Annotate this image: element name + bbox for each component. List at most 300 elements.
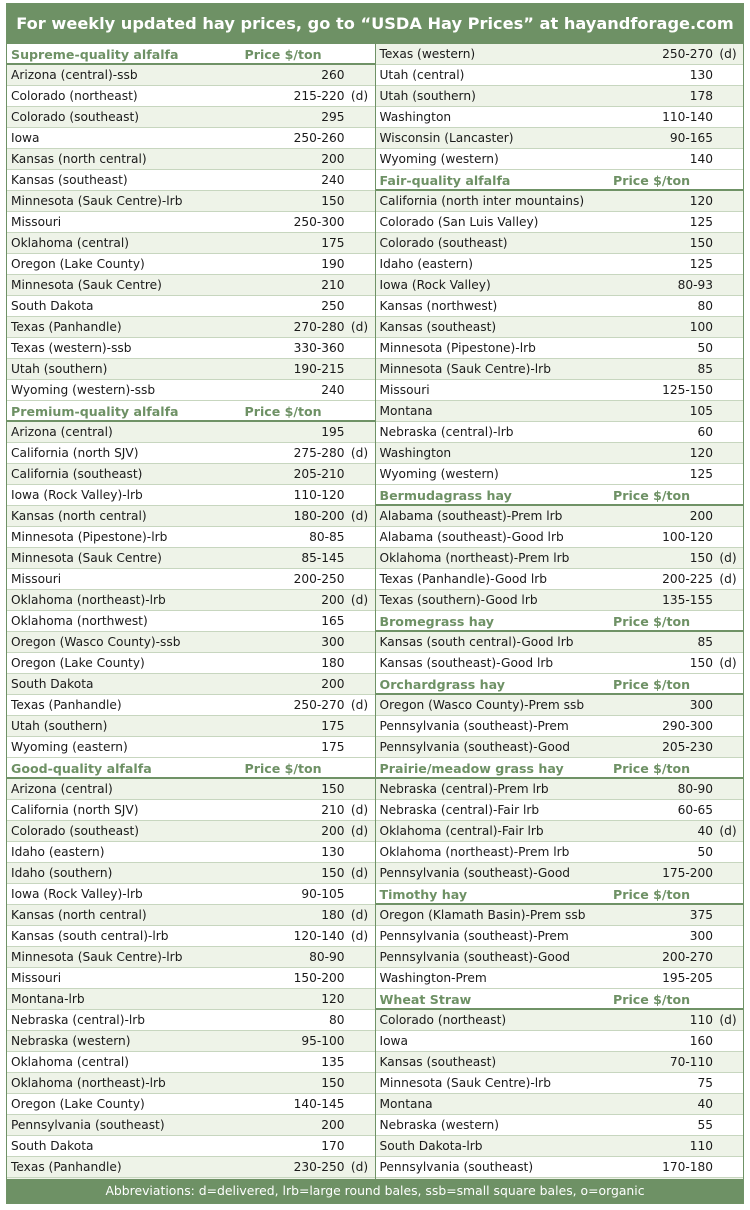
table-row [7, 464, 375, 485]
price-cell: 165 [321, 614, 345, 628]
price-cell: 70-110 [669, 1055, 713, 1069]
section-header-good-quality-alfalfa [7, 758, 375, 779]
location-cell: Minnesota (Pipestone)-lrb [379, 341, 536, 355]
table-row [376, 191, 744, 212]
location-cell: South Dakota-lrb [379, 1139, 483, 1153]
location-cell: Iowa [379, 1034, 408, 1048]
delivered-flag-cell [713, 401, 743, 421]
price-cell: 205-230 [662, 740, 713, 754]
abbreviations-footer: Abbreviations: d=delivered, lrb=large round bales, ssb=small square bales, o=organic [7, 1179, 743, 1203]
delivered-flag-cell: (d) [719, 824, 737, 838]
right-column [376, 44, 744, 1179]
table-row [376, 716, 744, 737]
table-row [7, 800, 375, 821]
delivered-flag-cell: (d) [350, 803, 369, 817]
delivered-flag-cell [345, 359, 375, 379]
table-row [376, 128, 744, 149]
delivered-flag-cell [345, 632, 375, 652]
price-cell: 135-155 [662, 593, 713, 607]
location-cell: Oklahoma (northeast)-lrb [11, 1076, 166, 1090]
table-row [376, 842, 744, 863]
price-cell: 140 [689, 152, 713, 166]
price-cell: 150 [321, 1076, 345, 1090]
location-cell: Minnesota (Pipestone)-lrb [11, 530, 168, 544]
price-cell: 80 [697, 299, 713, 313]
delivered-flag-cell [713, 128, 743, 148]
table-row [376, 1157, 744, 1178]
delivered-flag-cell [345, 842, 375, 862]
hay-price-table [6, 3, 744, 1204]
table-row [7, 149, 375, 170]
delivered-flag-cell [345, 254, 375, 274]
location-cell: Oklahoma (northeast)-Prem lrb [379, 845, 570, 859]
location-cell: Oklahoma (northwest) [11, 614, 148, 628]
price-cell: 240 [321, 383, 345, 397]
table-row [376, 422, 744, 443]
location-cell: Oklahoma (central)-Fair lrb [379, 824, 544, 838]
delivered-flag-cell [713, 716, 743, 736]
location-cell: Kansas (northwest) [379, 299, 498, 313]
delivered-flag-cell [345, 1115, 375, 1135]
delivered-flag-cell [713, 212, 743, 232]
delivered-flag-cell [345, 128, 375, 148]
table-row [7, 317, 375, 338]
delivered-flag-cell [713, 1094, 743, 1114]
delivered-flag-cell [345, 968, 375, 988]
section-header-wheat-straw [376, 989, 744, 1010]
delivered-flag-cell [713, 1052, 743, 1072]
location-cell: Nebraska (central)-Prem lrb [379, 782, 549, 796]
location-cell: Kansas (southeast) [11, 173, 128, 187]
price-cell: 125 [689, 215, 713, 229]
price-cell: 295 [321, 110, 345, 124]
price-cell: 250-270 [293, 698, 345, 712]
table-row [7, 1073, 375, 1094]
table-row [7, 86, 375, 107]
table-row [376, 1136, 744, 1157]
location-cell: South Dakota [11, 677, 94, 691]
table-row [7, 485, 375, 506]
location-cell: California (southeast) [11, 467, 143, 481]
section-header-supreme-quality-alfalfa [7, 44, 375, 65]
delivered-flag-cell [713, 338, 743, 358]
price-cell: 150 [321, 194, 345, 208]
delivered-flag-cell: (d) [350, 866, 369, 880]
price-column-header: Price $/ton [613, 173, 691, 188]
location-cell: Kansas (south central)-Good lrb [379, 635, 574, 649]
table-row [7, 989, 375, 1010]
location-cell: Wyoming (western)-ssb [11, 383, 156, 397]
delivered-flag-cell [345, 191, 375, 211]
price-cell: 200 [321, 824, 345, 838]
price-cell: 125-150 [662, 383, 713, 397]
table-row [376, 401, 744, 422]
price-cell: 125 [689, 257, 713, 271]
location-cell: Texas (Panhandle)-Good lrb [379, 572, 548, 586]
location-cell: Iowa (Rock Valley) [379, 278, 491, 292]
delivered-flag-cell [345, 1052, 375, 1072]
location-cell: Oregon (Lake County) [11, 656, 145, 670]
table-row [376, 653, 744, 674]
table-row [7, 107, 375, 128]
price-cell: 110 [689, 1013, 713, 1027]
delivered-flag-cell [345, 65, 375, 85]
location-cell: Minnesota (Sauk Centre) [11, 551, 162, 565]
price-cell: 50 [697, 845, 713, 859]
location-cell: Missouri [11, 971, 62, 985]
delivered-flag-cell: (d) [350, 320, 369, 334]
section-header-bromegrass-hay [376, 611, 744, 632]
delivered-flag-cell [713, 506, 743, 526]
location-cell: Texas (Panhandle) [11, 1160, 122, 1174]
table-row [376, 65, 744, 86]
left-column [7, 44, 375, 1179]
table-row [376, 254, 744, 275]
table-row [7, 695, 375, 716]
location-cell: Utah (southern) [11, 719, 108, 733]
delivered-flag-cell: (d) [719, 572, 737, 586]
price-cell: 150 [689, 236, 713, 250]
price-cell: 240 [321, 173, 345, 187]
table-row [376, 380, 744, 401]
table-row [7, 884, 375, 905]
delivered-flag-cell: (d) [719, 551, 737, 565]
price-cell: 375 [689, 908, 713, 922]
delivered-flag-cell [345, 716, 375, 736]
price-cell: 300 [689, 698, 713, 712]
price-cell: 120 [321, 992, 345, 1006]
price-cell: 100-120 [662, 530, 713, 544]
price-cell: 175 [321, 719, 345, 733]
table-row [376, 443, 744, 464]
table-row [7, 1094, 375, 1115]
price-cell: 290-300 [662, 719, 713, 733]
price-cell: 150 [321, 782, 345, 796]
table-row [7, 1052, 375, 1073]
location-cell: Oregon (Wasco County)-Prem ssb [379, 698, 585, 712]
table-row [7, 1115, 375, 1136]
table-row [7, 1010, 375, 1031]
delivered-flag-cell [713, 275, 743, 295]
price-cell: 60-65 [677, 803, 713, 817]
location-cell: Utah (southern) [11, 362, 108, 376]
table-row [7, 275, 375, 296]
delivered-flag-cell [345, 149, 375, 169]
section-title: Premium-quality alfalfa [11, 404, 179, 419]
delivered-flag-cell [345, 548, 375, 568]
delivered-flag-cell [345, 275, 375, 295]
location-cell: Idaho (eastern) [379, 257, 473, 271]
price-column-header: Price $/ton [613, 677, 691, 692]
price-cell: 180 [321, 656, 345, 670]
price-cell: 150-200 [293, 971, 345, 985]
table-row [376, 590, 744, 611]
location-cell: Pennsylvania (southeast)-Good [379, 866, 571, 880]
table-row [7, 65, 375, 86]
section-title: Supreme-quality alfalfa [11, 47, 179, 62]
section-title: Timothy hay [379, 887, 468, 902]
delivered-flag-cell [713, 632, 743, 652]
table-row [7, 338, 375, 359]
table-row [376, 1094, 744, 1115]
delivered-flag-cell [713, 464, 743, 484]
location-cell: Kansas (southeast) [379, 320, 497, 334]
section-title: Wheat Straw [379, 992, 472, 1007]
price-cell: 110-140 [662, 110, 713, 124]
location-cell: Oklahoma (central) [11, 1055, 129, 1069]
delivered-flag-cell [713, 317, 743, 337]
location-cell: Missouri [379, 383, 430, 397]
price-cell: 125 [689, 467, 713, 481]
price-cell: 150 [689, 551, 713, 565]
delivered-flag-cell: (d) [350, 908, 369, 922]
price-cell: 195-205 [662, 971, 713, 985]
price-cell: 200-270 [662, 950, 713, 964]
table-row [7, 212, 375, 233]
location-cell: Kansas (southeast) [379, 1055, 497, 1069]
location-cell: Oregon (Wasco County)-ssb [11, 635, 181, 649]
price-cell: 80-90 [677, 782, 713, 796]
table-row [376, 821, 744, 842]
location-cell: Minnesota (Sauk Centre)-lrb [11, 194, 183, 208]
location-cell: Wyoming (eastern) [11, 740, 128, 754]
delivered-flag-cell [345, 947, 375, 967]
section-header-orchardgrass-hay [376, 674, 744, 695]
location-cell: Kansas (north central) [11, 908, 147, 922]
table-row [7, 233, 375, 254]
price-cell: 250-260 [293, 131, 345, 145]
price-cell: 100 [689, 320, 713, 334]
location-cell: Wisconsin (Lancaster) [379, 131, 514, 145]
table-row [376, 464, 744, 485]
table-row [376, 779, 744, 800]
location-cell: Nebraska (central)-lrb [11, 1013, 145, 1027]
price-cell: 260 [321, 68, 345, 82]
location-cell: California (north inter mountains) [379, 194, 585, 208]
table-row [7, 506, 375, 527]
price-cell: 160 [689, 1034, 713, 1048]
table-row [376, 1052, 744, 1073]
delivered-flag-cell [345, 233, 375, 253]
price-cell: 150 [321, 866, 345, 880]
price-cell: 85-145 [301, 551, 345, 565]
table-row [376, 1073, 744, 1094]
table-row [7, 548, 375, 569]
section-header-timothy-hay [376, 884, 744, 905]
delivered-flag-cell [713, 86, 743, 106]
price-cell: 180-200 [293, 509, 345, 523]
price-cell: 250-300 [293, 215, 345, 229]
price-column-header: Price $/ton [613, 614, 691, 629]
location-cell: Kansas (southeast)-Good lrb [379, 656, 554, 670]
delivered-flag-cell [345, 170, 375, 190]
delivered-flag-cell [713, 380, 743, 400]
delivered-flag-cell [345, 1010, 375, 1030]
location-cell: Nebraska (central)-Fair lrb [379, 803, 540, 817]
table-row [7, 590, 375, 611]
price-cell: 85 [697, 635, 713, 649]
delivered-flag-cell [713, 779, 743, 799]
section-title: Prairie/meadow grass hay [379, 761, 564, 776]
delivered-flag-cell [713, 359, 743, 379]
section-title: Bromegrass hay [379, 614, 495, 629]
price-cell: 135 [321, 1055, 345, 1069]
delivered-flag-cell [345, 485, 375, 505]
price-cell: 230-250 [293, 1160, 345, 1174]
table-row [7, 968, 375, 989]
delivered-flag-cell [345, 296, 375, 316]
location-cell: Minnesota (Sauk Centre)-lrb [11, 950, 183, 964]
price-cell: 300 [689, 929, 713, 943]
delivered-flag-cell: (d) [350, 824, 369, 838]
location-cell: Pennsylvania (southeast) [379, 1160, 534, 1174]
delivered-flag-cell [345, 1136, 375, 1156]
table-row [376, 212, 744, 233]
location-cell: Montana [379, 1097, 433, 1111]
table-row [7, 653, 375, 674]
delivered-flag-cell [345, 653, 375, 673]
table-row [376, 296, 744, 317]
banner: For weekly updated hay prices, go to “USDA Hay Prices” at hayandforage.com [7, 4, 743, 44]
table-row [7, 632, 375, 653]
location-cell: Oklahoma (central) [11, 236, 129, 250]
delivered-flag-cell [713, 296, 743, 316]
table-row [7, 443, 375, 464]
delivered-flag-cell [713, 254, 743, 274]
table-row [7, 926, 375, 947]
price-cell: 55 [697, 1118, 713, 1132]
delivered-flag-cell [713, 107, 743, 127]
price-cell: 195 [321, 425, 345, 439]
table-row [376, 149, 744, 170]
delivered-flag-cell [345, 569, 375, 589]
price-cell: 95-100 [301, 1034, 345, 1048]
table-row [7, 128, 375, 149]
delivered-flag-cell [713, 947, 743, 967]
price-cell: 80-90 [309, 950, 345, 964]
location-cell: Nebraska (central)-lrb [379, 425, 514, 439]
price-cell: 190-215 [293, 362, 345, 376]
location-cell: Montana-lrb [11, 992, 85, 1006]
delivered-flag-cell: (d) [350, 89, 369, 103]
price-cell: 80 [328, 1013, 345, 1027]
location-cell: South Dakota [11, 299, 94, 313]
price-cell: 105 [689, 404, 713, 418]
location-cell: Arizona (central) [11, 425, 113, 439]
table-row [7, 191, 375, 212]
table-row [7, 1157, 375, 1178]
location-cell: Colorado (San Luis Valley) [379, 215, 539, 229]
delivered-flag-cell [345, 338, 375, 358]
delivered-flag-cell [713, 800, 743, 820]
delivered-flag-cell [345, 380, 375, 400]
table-row [7, 905, 375, 926]
location-cell: Arizona (central)-ssb [11, 68, 138, 82]
location-cell: Minnesota (Sauk Centre)-lrb [379, 1076, 551, 1090]
location-cell: Idaho (eastern) [11, 845, 105, 859]
location-cell: Texas (western) [379, 47, 476, 61]
price-cell: 130 [689, 68, 713, 82]
table-row [376, 800, 744, 821]
delivered-flag-cell [713, 233, 743, 253]
table-row [7, 254, 375, 275]
location-cell: Utah (central) [379, 68, 465, 82]
location-cell: Iowa (Rock Valley)-lrb [11, 488, 143, 502]
delivered-flag-cell [713, 1157, 743, 1177]
delivered-flag-cell [345, 674, 375, 694]
table-row [376, 569, 744, 590]
table-row [7, 1031, 375, 1052]
price-cell: 210 [321, 803, 345, 817]
price-cell: 110-120 [293, 488, 345, 502]
delivered-flag-cell: (d) [350, 698, 369, 712]
delivered-flag-cell: (d) [350, 509, 369, 523]
delivered-flag-cell [713, 737, 743, 757]
price-cell: 120 [689, 194, 713, 208]
delivered-flag-cell [345, 884, 375, 904]
delivered-flag-cell: (d) [350, 1160, 369, 1174]
location-cell: Alabama (southeast)-Prem lrb [379, 509, 563, 523]
location-cell: Kansas (south central)-lrb [11, 929, 169, 943]
location-cell: Nebraska (western) [11, 1034, 131, 1048]
price-cell: 90-105 [301, 887, 345, 901]
delivered-flag-cell: (d) [350, 446, 369, 460]
price-cell: 200 [321, 152, 345, 166]
price-cell: 190 [321, 257, 345, 271]
delivered-flag-cell [345, 1094, 375, 1114]
table-row [376, 1031, 744, 1052]
delivered-flag-cell [713, 443, 743, 463]
price-cell: 120-140 [293, 929, 345, 943]
table-row [376, 527, 744, 548]
location-cell: Iowa [11, 131, 40, 145]
table-row [376, 905, 744, 926]
price-cell: 200 [321, 593, 345, 607]
delivered-flag-cell: (d) [350, 929, 369, 943]
price-cell: 40 [697, 824, 713, 838]
price-cell: 170-180 [662, 1160, 713, 1174]
location-cell: Washington [379, 446, 452, 460]
price-column-header: Price $/ton [613, 992, 691, 1007]
price-cell: 150 [689, 656, 713, 670]
table-row [7, 947, 375, 968]
delivered-flag-cell [713, 905, 743, 925]
price-column-header: Price $/ton [244, 404, 322, 419]
table-row [376, 737, 744, 758]
delivered-flag-cell [345, 1073, 375, 1093]
delivered-flag-cell [345, 737, 375, 757]
location-cell: Texas (Panhandle) [11, 698, 122, 712]
delivered-flag-cell [713, 1136, 743, 1156]
location-cell: California (north SJV) [11, 803, 139, 817]
price-cell: 130 [321, 845, 345, 859]
price-cell: 85 [697, 362, 713, 376]
price-cell: 250 [321, 299, 345, 313]
table-row [376, 968, 744, 989]
table-row [7, 422, 375, 443]
table-row [7, 863, 375, 884]
location-cell: Oklahoma (northeast)-lrb [11, 593, 166, 607]
location-cell: Pennsylvania (southeast)-Prem [379, 719, 569, 733]
price-column-header: Price $/ton [613, 887, 691, 902]
price-cell: 75 [697, 1076, 713, 1090]
location-cell: Pennsylvania (southeast)-Prem [379, 929, 569, 943]
section-title: Fair-quality alfalfa [379, 173, 511, 188]
table-row [7, 527, 375, 548]
price-cell: 50 [697, 341, 713, 355]
location-cell: Colorado (southeast) [11, 110, 139, 124]
location-cell: Kansas (north central) [11, 509, 147, 523]
